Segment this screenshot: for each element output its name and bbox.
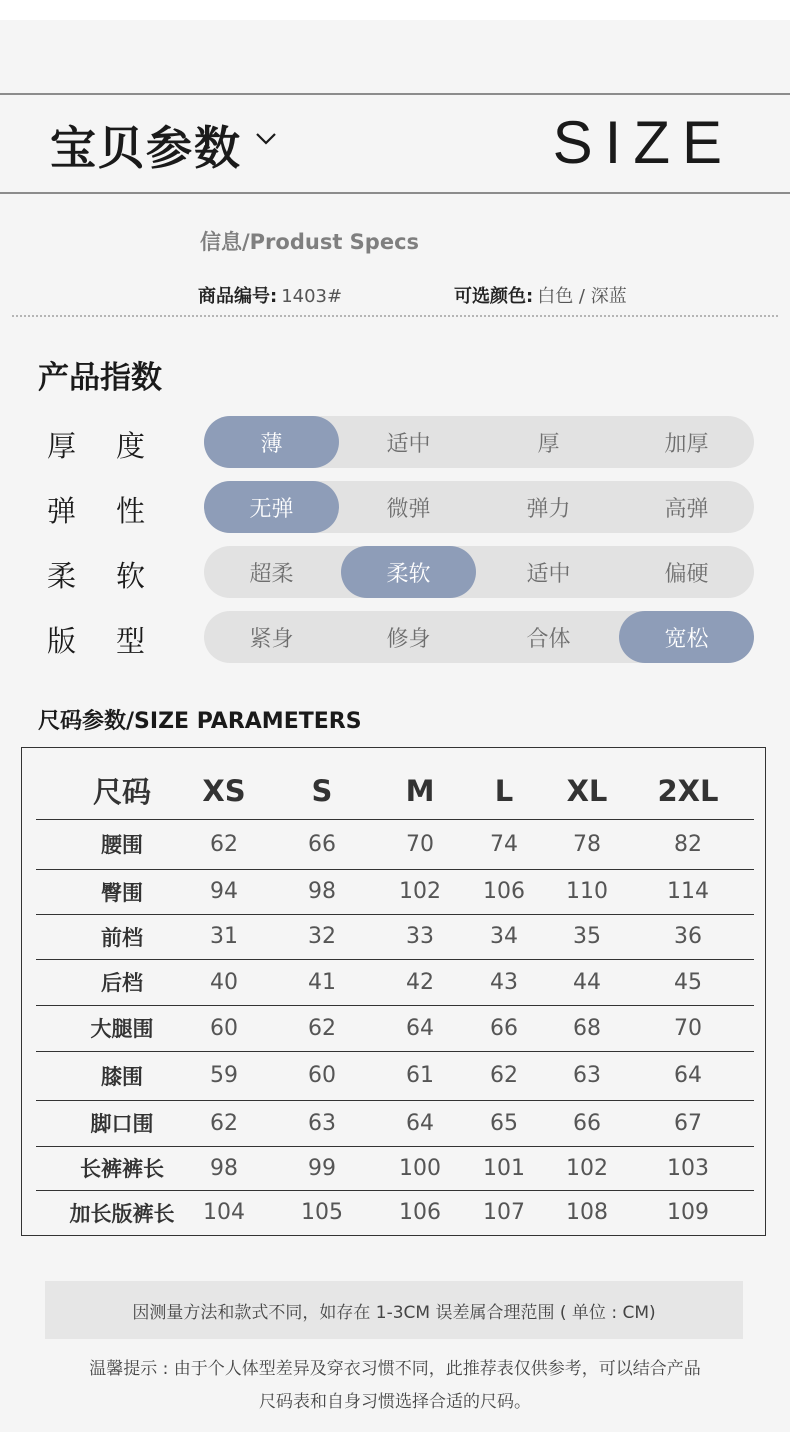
index-option: 修身 [386,626,431,652]
index-option: 超柔 [249,561,294,587]
measurement-value: 64 [406,1110,434,1136]
size-table-row [36,1005,754,1052]
index-row-label-char: 厚 [47,429,77,463]
product-colors [454,282,627,308]
measurement-value: 106 [483,879,525,904]
measurement-value: 101 [483,1155,525,1181]
size-table-row [36,914,754,960]
dotted-divider [12,315,778,317]
index-option-selected: 薄 [204,416,339,468]
measurement-value: 78 [573,831,601,857]
measurement-value: 98 [210,1155,238,1181]
measurement-name: 加长版裤长 [69,1201,175,1226]
index-option-group [204,481,754,533]
index-option: 合体 [526,626,571,652]
measurement-name: 前档 [101,925,143,950]
page-title: 宝贝参数 [50,121,242,175]
chevron-down-icon[interactable] [254,126,278,150]
measurement-value: 62 [308,1015,336,1041]
size-header-cell: M [405,773,435,808]
index-option: 弹力 [526,496,571,522]
measurement-value: 42 [406,969,434,995]
product-colors-value: 白色 / 深蓝 [537,286,627,307]
size-header-cell: XL [566,773,608,808]
measurement-value: 62 [210,831,238,857]
measurement-value: 114 [667,879,709,904]
measurement-value: 59 [210,1063,238,1088]
size-table-row [36,869,754,915]
measurement-value: 109 [667,1200,709,1225]
measurement-value: 34 [490,924,518,949]
index-option: 厚 [537,431,560,457]
measurement-value: 63 [573,1063,601,1088]
index-option-selected: 无弹 [204,481,339,533]
measurement-value: 41 [308,969,336,995]
index-option-group [204,546,754,598]
index-option: 适中 [526,561,571,587]
measurement-value: 63 [308,1110,336,1136]
size-header-label: 尺码 [92,775,151,809]
size-table-row [36,1100,754,1147]
measurement-name: 膝围 [101,1064,143,1089]
measurement-value: 65 [490,1110,518,1136]
measurement-value: 82 [674,831,702,857]
measurement-value: 67 [674,1110,702,1136]
measurement-value: 102 [399,879,441,904]
measurement-value: 35 [573,924,601,949]
measurement-value: 106 [399,1200,441,1225]
measurement-name: 长裤裤长 [80,1157,164,1181]
measurement-value: 32 [308,924,336,949]
index-row-label-char: 柔 [47,559,77,593]
measurement-value: 98 [308,879,336,904]
size-table-row [36,1051,754,1101]
measurement-value: 60 [210,1015,238,1041]
measurement-value: 99 [308,1155,336,1181]
size-header-cell: S [311,773,333,808]
measurement-name: 后档 [101,971,143,995]
tip-line-1: 温馨提示 : 由于个人体型差异及穿衣习惯不同，此推荐表仅供参考，可以结合产品 [89,1359,701,1379]
index-option-selected: 柔软 [341,546,476,598]
measurement-value: 107 [483,1200,525,1225]
index-row-label [47,489,145,530]
index-option-group [204,416,754,468]
measurement-value: 62 [210,1110,238,1136]
index-row-label-char: 软 [115,559,145,593]
header-top-divider [0,93,790,95]
measurement-value: 61 [406,1063,434,1088]
index-option: 偏硬 [664,561,709,587]
index-option: 紧身 [249,626,294,652]
index-option-group [204,611,754,663]
measurement-value: 64 [406,1015,434,1041]
measurement-note: 因测量方法和款式不同，如存在 1-3CM 误差属合理范围 ( 单位 : CM) [45,1281,743,1339]
size-table-row [36,959,754,1006]
tip-line-2: 尺码表和自身习惯选择合适的尺码。 [259,1392,531,1412]
measurement-name: 脚口围 [90,1112,154,1136]
measurement-name: 大腿围 [90,1017,154,1041]
measurement-value: 40 [210,969,238,995]
product-colors-label: 可选颜色: [454,286,534,307]
index-option: 微弹 [386,496,431,522]
measurement-value: 94 [210,879,238,904]
index-option-selected: 宽松 [619,611,754,663]
size-table-row [36,1146,754,1191]
measurement-value: 66 [308,831,336,857]
index-row-label-char: 度 [115,429,145,463]
index-row [0,546,790,598]
size-heading: SIZE [552,109,734,176]
size-table [21,747,766,1236]
measurement-value: 31 [210,924,238,949]
index-row-label-char: 弹 [47,494,77,528]
index-row-label [47,424,145,465]
measurement-value: 60 [308,1063,336,1088]
measurement-value: 102 [566,1155,608,1181]
measurement-value: 64 [674,1063,702,1088]
size-header-cell: L [494,773,514,808]
measurement-value: 100 [399,1155,441,1181]
measurement-value: 44 [573,969,601,995]
size-table-row [36,819,754,870]
measurement-value: 43 [490,969,518,995]
measurement-value: 108 [566,1200,608,1225]
size-header-cell: 2XL [657,773,719,808]
product-code [198,282,342,308]
measurement-value: 105 [301,1200,343,1225]
index-row-label [47,554,145,595]
measurement-value: 103 [667,1155,709,1181]
index-row [0,416,790,468]
size-header-cell: XS [202,773,246,808]
measurement-value: 45 [674,969,702,995]
index-row [0,611,790,663]
top-strip [0,0,790,20]
index-row [0,481,790,533]
measurement-value: 70 [674,1015,702,1041]
measurement-name: 臀围 [101,880,143,905]
index-option: 加厚 [664,431,709,457]
header-bottom-divider [0,192,790,194]
size-table-header [36,762,754,820]
measurement-value: 74 [490,831,518,857]
measurement-value: 66 [573,1110,601,1136]
measurement-value: 62 [490,1063,518,1088]
index-row-label-char: 性 [115,494,145,528]
measurement-value: 70 [406,831,434,857]
index-row-label-char: 型 [115,624,145,658]
index-option: 适中 [386,431,431,457]
size-table-title: 尺码参数/SIZE PARAMETERS [38,709,362,734]
measurement-value: 66 [490,1015,518,1041]
size-table-row [36,1190,754,1235]
measurement-name: 腰围 [101,833,143,857]
specs-section-label: 信息/Produst Specs [200,230,420,254]
index-section-title: 产品指数 [38,360,162,396]
index-option: 高弹 [664,496,709,522]
product-code-label: 商品编号: [198,286,278,307]
index-row-label-char: 版 [47,624,77,658]
measurement-value: 104 [203,1200,245,1225]
measurement-value: 33 [406,924,434,949]
measurement-value: 110 [566,879,608,904]
index-row-label [47,619,145,660]
product-code-value: 1403# [281,286,343,307]
measurement-value: 36 [674,924,702,949]
measurement-value: 68 [573,1015,601,1041]
